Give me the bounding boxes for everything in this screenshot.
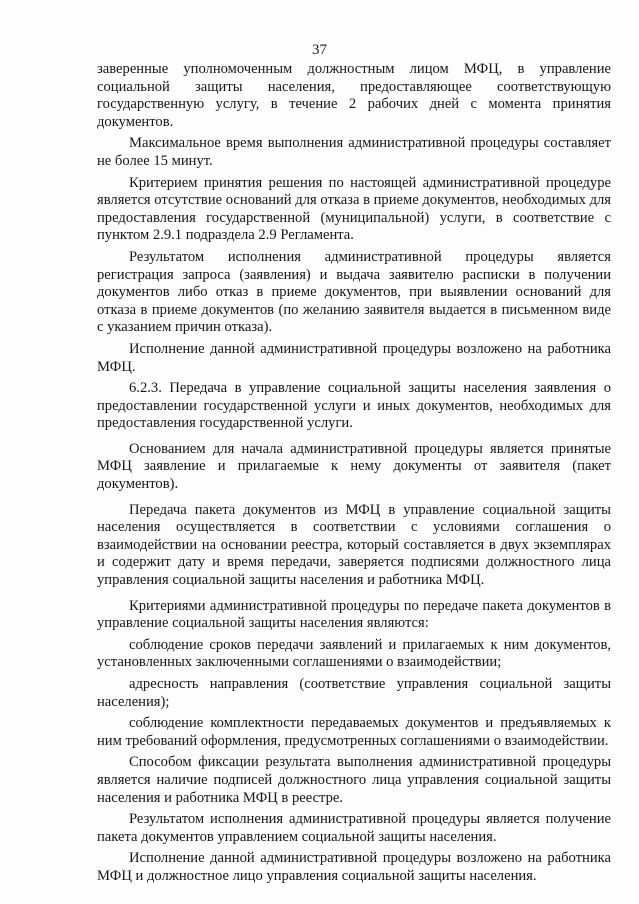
list-item-completeness: соблюдение комплектности передаваемых документов и предъявляемых к ним требований оформления, предусмотренных соглашениями о взаимодействии. [97,715,611,749]
paragraph-basis: Основанием для начала административной процедуры является принятые МФЦ заявление и прилагаемые к нему документы от заявителя (пакет документов). [97,440,611,493]
paragraph-fixation-method: Способом фиксации результата выполнения административной процедуры является наличие подписей должностного лица управления социальной защиты населения и работника МФЦ в реестре. [97,754,611,806]
paragraph-criteria: Критериями административной процедуры по передаче пакета документов в управление социальной защиты населения являются: [97,597,611,632]
paragraph-max-time: Максимальное время выполнения административной процедуры составляет не более 15 минут. [97,135,611,169]
paragraph-responsible: Исполнение данной административной процедуры возложено на работника МФЦ. [97,340,611,375]
section-heading-6-2-3: 6.2.3. Передача в управление социальной защиты населения заявления о предоставлении государственной услуги и иных документов, необходимых для предоставления государственной услуги. [97,380,611,432]
page-number: 37 [312,42,327,58]
paragraph-procedure-result: Результатом исполнения административной процедуры является регистрация запроса (заявления) и выдача заявителю расписки в получении документов либо отказ в приеме документов, при выявлении оснований для отказа в приеме документов (по желанию заявителя выдается в письменном виде с указанием причин отказа). [97,248,611,336]
paragraph-continuation: заверенные уполномоченным должностным лицом МФЦ, в управление социальной защиты населения, предоставляющее соответствующую государственную услугу, в течение 2 рабочих дней с момента принятия документов. [97,61,611,130]
paragraph-result: Результатом исполнения административной процедуры является получение пакета документов управлением социальной защиты населения. [97,811,611,845]
paragraph-transfer: Передача пакета документов из МФЦ в управление социальной защиты населения осуществляется в соответствии с условиями соглашения о взаимодействии на основании реестра, который составляется в двух экземплярах и содержит дату и время передачи, заверяется подписями должностного лица управления социальной защиты населения и работника МФЦ. [97,501,611,589]
paragraph-execution: Исполнение данной административной процедуры возложено на работника МФЦ и должностное лицо управления социальной защиты населения. [97,850,611,884]
list-item-addressing: адресность направления (соответствие управления социальной защиты населения); [97,676,611,710]
paragraph-decision-criterion: Критерием принятия решения по настоящей административной процедуре является отсутствие оснований для отказа в приеме документов, необходимых для предоставления государственной (муниципальной) услуги, в соответствие с пунктом 2.9.1 подраздела 2.9 Регламента. [97,174,611,244]
list-item-deadlines: соблюдение сроков передачи заявлений и прилагаемых к ним документов, установленных заключенными соглашениями о взаимодействии; [97,636,611,671]
document-body [97,61,611,886]
